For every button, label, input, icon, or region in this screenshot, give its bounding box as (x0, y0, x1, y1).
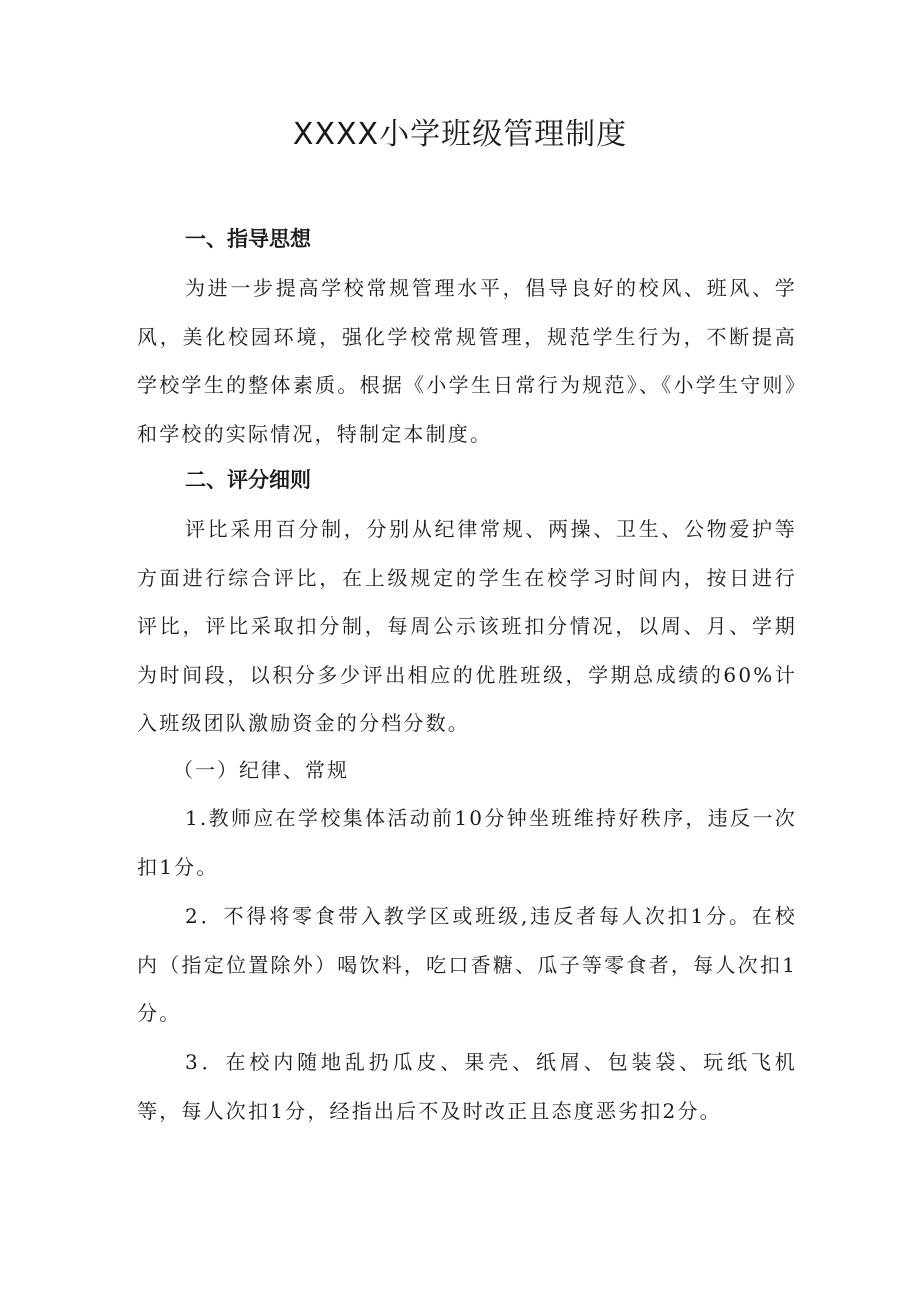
document-title: XXXX小学班级管理制度 (292, 117, 628, 152)
rule-item-1: 1.教师应在学校集体活动前10分钟坐班维持好秩序，违反一次扣1分。 (137, 806, 797, 879)
rule-item-3: 3．在校内随地乱扔瓜皮、果壳、纸屑、包装袋、玩纸飞机等，每人次扣1分，经指出后不及时改正且态度恶劣扣2分。 (137, 1050, 797, 1123)
section-heading-guiding-ideology: 一、指导思想 (185, 227, 311, 251)
section-paragraph-guiding-ideology: 为进一步提高学校常规管理水平，倡导良好的校风、班风、学风，美化校园环境，强化学校常规管理，规范学生行为，不断提高学校学生的整体素质。根据《小学生日常行为规范》、《小学生守则》和学校的实际情况，特制定本制度。 (137, 276, 797, 446)
section-paragraph-scoring-rules: 评比采用百分制，分别从纪律常规、两操、卫生、公物爱护等方面进行综合评比，在上级规定的学生在校学习时间内，按日进行评比，评比采取扣分制，每周公示该班扣分情况，以周、月、学期为时间段，以积分多少评出相应的优胜班级，学期总成绩的60%计入班级团队激励资金的分档分数。 (137, 517, 797, 735)
subsection-heading-discipline: （一）纪律、常规 (173, 758, 349, 782)
rule-item-2: 2．不得将零食带入教学区或班级,违反者每人次扣1分。在校内（指定位置除外）喝饮料，吃口香糖、瓜子等零食者，每人次扣1分。 (137, 904, 797, 1025)
section-heading-scoring-rules: 二、评分细则 (185, 468, 311, 492)
